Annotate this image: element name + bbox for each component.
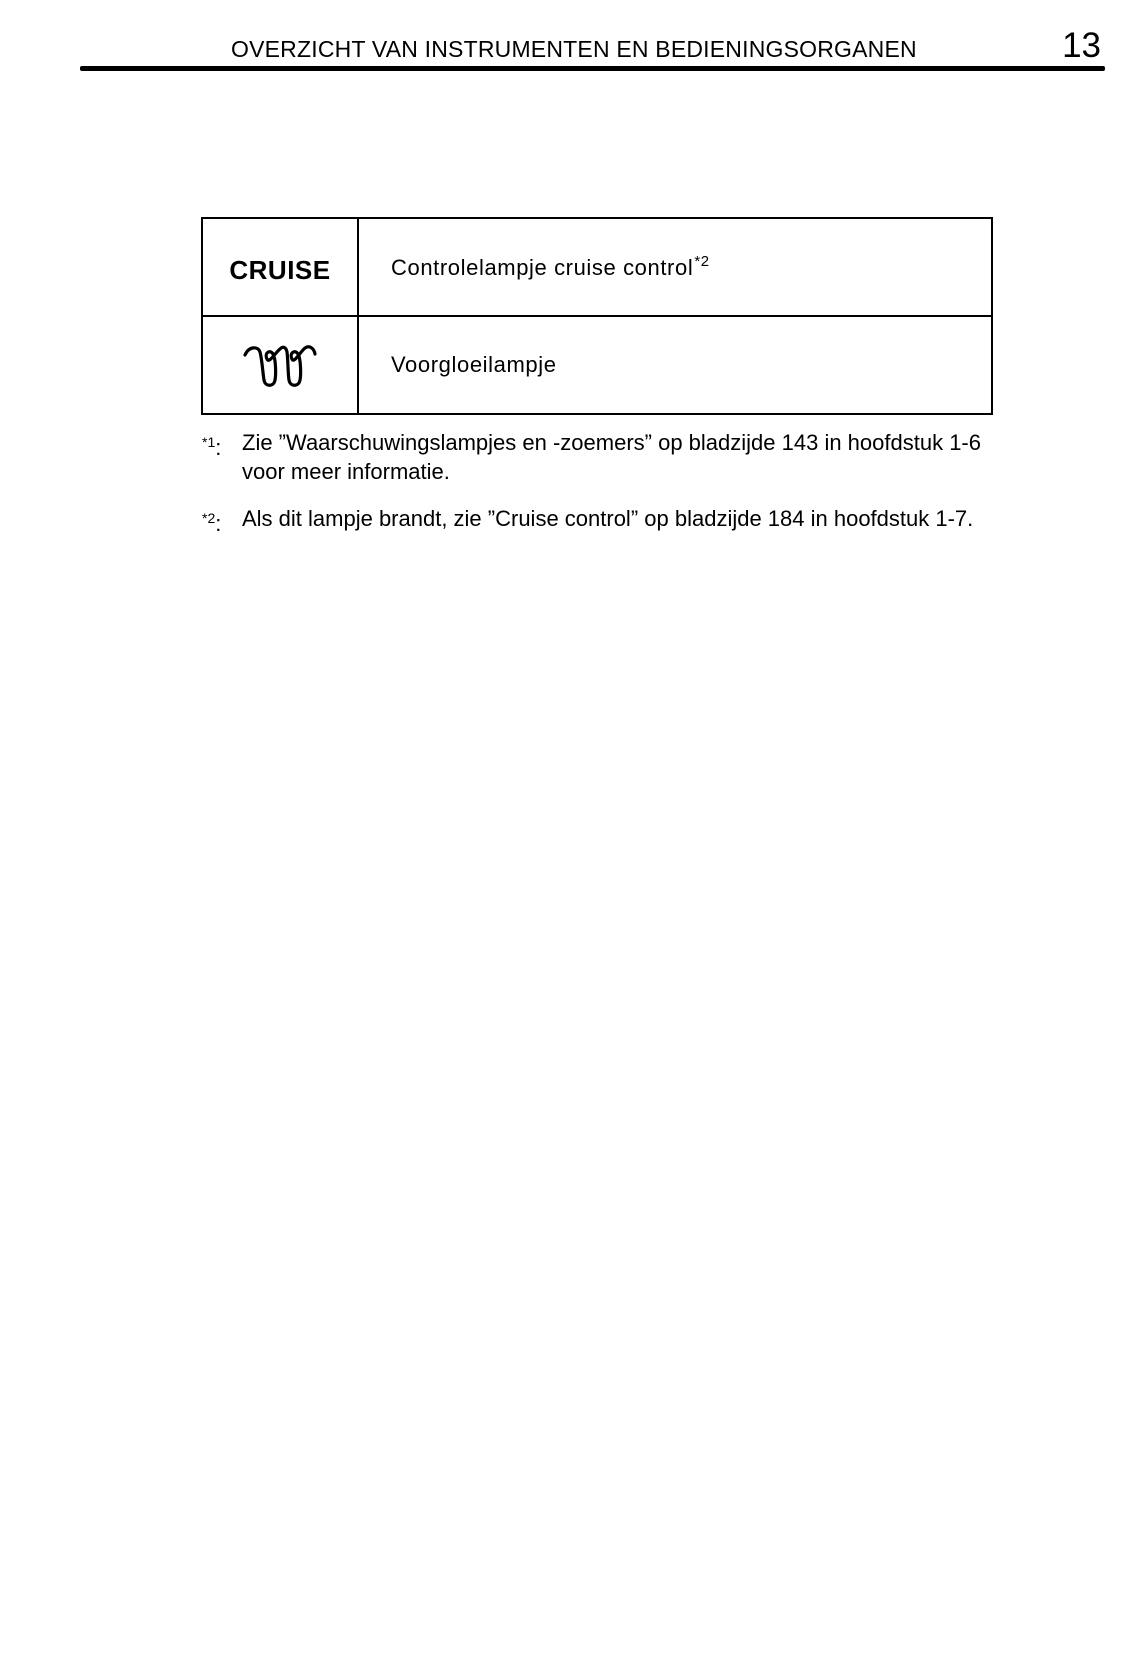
footnote-reference: *2 xyxy=(694,253,710,270)
footnote-text: Als dit lampje brandt, zie ”Cruise control” op bladzijde 184 in hoofdstuk 1-7. xyxy=(242,506,974,531)
indicator-lamp-table xyxy=(201,217,993,415)
cruise-indicator-symbol: CRUISE xyxy=(229,254,331,285)
symbol-cell xyxy=(202,218,358,316)
lamp-description: Voorgloeilampje xyxy=(391,352,557,377)
lamp-description: Controlelampje cruise control xyxy=(391,255,694,280)
page-number: 13 xyxy=(1062,26,1101,65)
page-header xyxy=(80,28,1105,72)
footnote-marker: $^{*2}$: xyxy=(202,510,222,536)
footnote-marker: $^{*1}$: xyxy=(202,434,222,460)
footnote-text: Zie ”Waarschuwingslampjes en -zoemers” op bladzijde 143 in hoofdstuk 1-6 voor meer informatie. xyxy=(242,430,981,484)
description-cell xyxy=(358,316,992,414)
header-rule xyxy=(80,66,1105,71)
table-row xyxy=(202,316,992,414)
glow-plug-indicator-icon xyxy=(242,343,318,394)
table-row xyxy=(202,218,992,316)
footnote-item xyxy=(201,504,1001,536)
symbol-cell xyxy=(202,316,358,414)
description-cell xyxy=(358,218,992,316)
footnotes xyxy=(201,428,1001,551)
footnote-item xyxy=(201,428,1001,486)
section-title: OVERZICHT VAN INSTRUMENTEN EN BEDIENINGSORGANEN xyxy=(231,36,917,62)
